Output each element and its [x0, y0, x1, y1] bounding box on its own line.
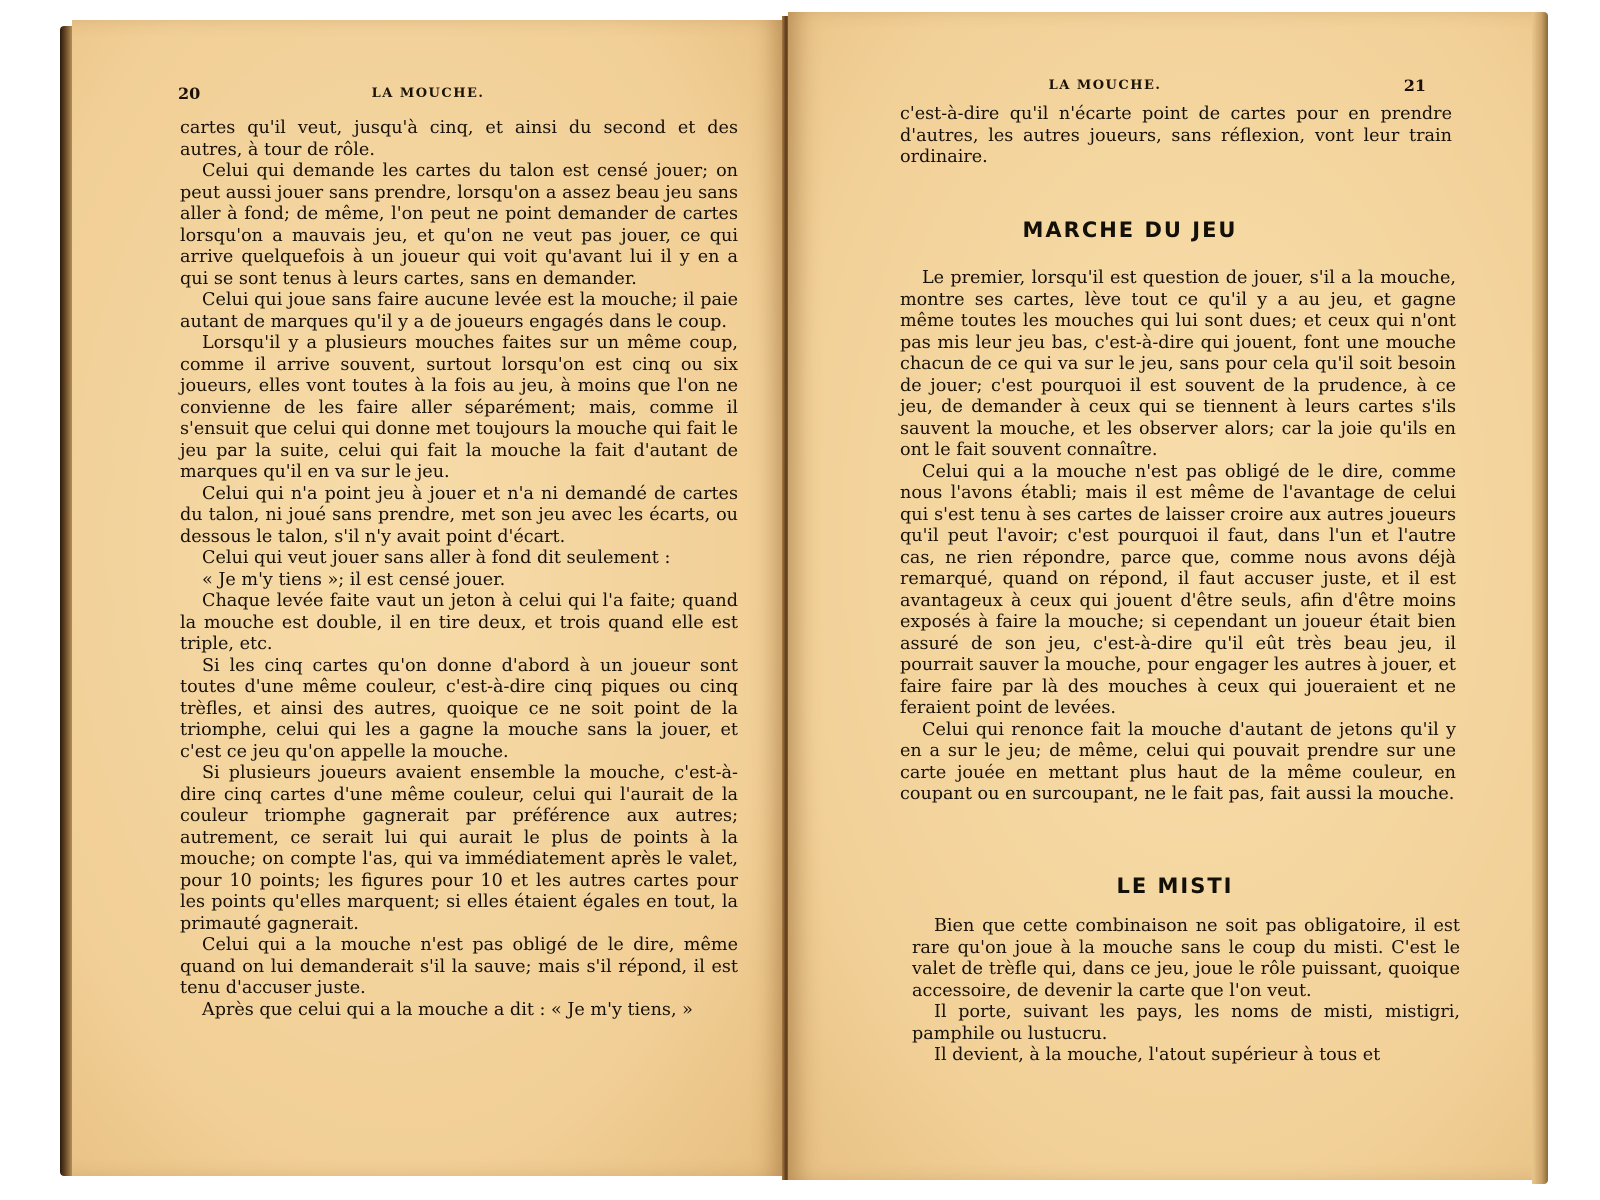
section-title-le-misti: LE MISTI: [1116, 874, 1234, 898]
paragraph: Celui qui a la mouche n'est pas obligé de le dire, comme nous l'avons établi; mais il est même de l'avantage de celui qui s'est tenu à ses cartes de laisser croire aux autres joueurs qu'il peut l'avoir; c'est pourquoi il faut, dans l'un et l'autre cas, ne rien répondre, parce que, comme nous avons déjà remarqué, quand on répond, il faut accuser juste, et il est avantageux à ceux qui jouent d'être seuls, afin d'être moins exposés à faire la mouche; si cependant un joueur était bien assuré de son jeu, c'est-à-dire qu'il eût très beau jeu, il pourrait sauver la mouche, pour engager les autres à jouer, et faire faire par là des mouches à ceux qui joueraient et ne feraient point de levées.: [900, 461, 1456, 718]
left-running-title: LA MOUCHE.: [371, 86, 485, 101]
paragraph: « Je m'y tiens »; il est censé jouer.: [202, 569, 506, 590]
paragraph: Le premier, lorsqu'il est question de jouer, s'il a la mouche, montre ses cartes, lève tout ce qu'il y a au jeu, et gagne même toutes les mouches qui lui sont dues; et ceux qui n'ont pas mis leur jeu bas, c'est-à-dire qui jouent, font une mouche chacun de ce qui va sur le jeu, sans pour cela qu'il soit besoin de jouer; c'est pourquoi il est souvent de la prudence, à ce jeu, de demander à ceux qui se tiennent à leurs cartes s'ils sauvent la mouche, et les observer alors; car la joie qu'ils en ont le fait souvent connaître.: [900, 268, 1456, 460]
paragraph: Après que celui qui a la mouche a dit : « Je m'y tiens, »: [202, 999, 693, 1020]
paragraph: Celui qui a la mouche n'est pas obligé de le dire, même quand on lui demanderait s'il la sauve; mais s'il répond, il est tenu d'accuser juste.: [180, 935, 738, 998]
paragraph: Si les cinq cartes qu'on donne d'abord à un joueur sont toutes d'une même couleur, c'est-à-dire cinq piques ou cinq trèfles, et ainsi des autres, quoique ce ne soit point de la triomphe, celui qui les a gagne la mouche sans la jouer, et c'est ce jeu qu'on appelle la mouche.: [180, 655, 738, 762]
paragraph: Si plusieurs joueurs avaient ensemble la mouche, c'est-à-dire cinq cartes d'une même couleur, celui qui l'aurait de la couleur triomphe gagnerait par préférence aux autres; autrement, ce serait lui qui aurait le plus de points à la mouche; on compte l'as, qui va immédiatement après le valet, pour 10 points; les figures pour 10 et les autres cartes pour les points qu'elles marquent; si elles étaient égales en tout, la primauté gagnerait.: [180, 763, 738, 934]
right-section1-text: [900, 268, 1456, 806]
right-running-title: LA MOUCHE.: [1048, 78, 1162, 93]
right-running-head: [788, 76, 1532, 96]
right-top-text: [900, 104, 1452, 169]
paragraph: Chaque levée faite vaut un jeton à celui qui l'a faite; quand la mouche est double, il en tire deux, et trois quand elle est triple, etc.: [180, 591, 738, 654]
left-page-number: 20: [178, 84, 201, 103]
paragraph: Il porte, suivant les pays, les noms de misti, mistigri, pamphile ou lustucru.: [912, 1002, 1460, 1044]
book-edge-right: [1532, 12, 1548, 1184]
paragraph: Celui qui veut jouer sans aller à fond dit seulement :: [202, 548, 671, 568]
paragraph: Il devient, à la mouche, l'atout supérieur à tous et: [934, 1045, 1381, 1065]
paragraph: cartes qu'il veut, jusqu'à cinq, et ainsi du second et des autres, à tour de rôle.: [180, 118, 738, 160]
paragraph: Celui qui joue sans faire aucune levée est la mouche; il paie autant de marques qu'il y a de joueurs engagés dans le coup.: [180, 290, 738, 332]
open-book: [60, 12, 1548, 1184]
paragraph: Celui qui demande les cartes du talon est censé jouer; on peut aussi jouer sans prendre, lorsqu'on a assez beau jeu sans aller à fond; de même, l'on peut ne point demander de cartes lorsqu'on a mauvais jeu, et qu'on ne veut pas jouer, ce qui arrive quelquefois à un joueur qui voit qu'avant lui il y en a qui se sont tenus à leurs cartes, sans en demander.: [180, 161, 738, 289]
paragraph: Bien que cette combinaison ne soit pas obligatoire, il est rare qu'on joue à la mouche sans le coup du misti. C'est le valet de trèfle qui, dans ce jeu, joue le rôle puissant, quoique accessoire, de devenir la carte que l'on veut.: [912, 916, 1460, 1001]
right-page-number: 21: [1403, 76, 1426, 95]
paragraph: c'est-à-dire qu'il n'écarte point de cartes pour en prendre d'autres, les autres joueurs, sans réflexion, vont leur train ordinaire.: [900, 104, 1452, 167]
right-section2-text: [912, 916, 1460, 1067]
left-running-head: [72, 84, 784, 104]
left-page: [72, 20, 784, 1176]
section-title-marche-du-jeu: MARCHE DU JEU: [1022, 218, 1238, 242]
paragraph: Lorsqu'il y a plusieurs mouches faites sur un même coup, comme il arrive souvent, surtout lorsqu'on est cinq ou six joueurs, elles vont toutes à la fois au jeu, à moins que l'on ne convienne de les faire aller séparément; mais, comme il s'ensuit que celui qui donne met toujours la mouche qui fait le jeu par la suite, celui qui fait la mouche la fait d'autant de marques qu'il en va sur le jeu.: [180, 333, 738, 482]
paragraph: Celui qui n'a point jeu à jouer et n'a ni demandé de cartes du talon, ni joué sans prendre, met son jeu avec les écarts, ou dessous le talon, s'il n'y avait point d'écart.: [180, 483, 738, 547]
left-page-text: [180, 118, 738, 1021]
right-page: [788, 12, 1532, 1180]
paragraph: Celui qui renonce fait la mouche d'autant de jetons qu'il y en a sur le jeu; de même, celui qui pouvait prendre sur une carte jouée en mettant plus haut de la même couleur, en coupant ou en surcoupant, ne le fait pas, fait aussi la mouche.: [900, 719, 1456, 804]
